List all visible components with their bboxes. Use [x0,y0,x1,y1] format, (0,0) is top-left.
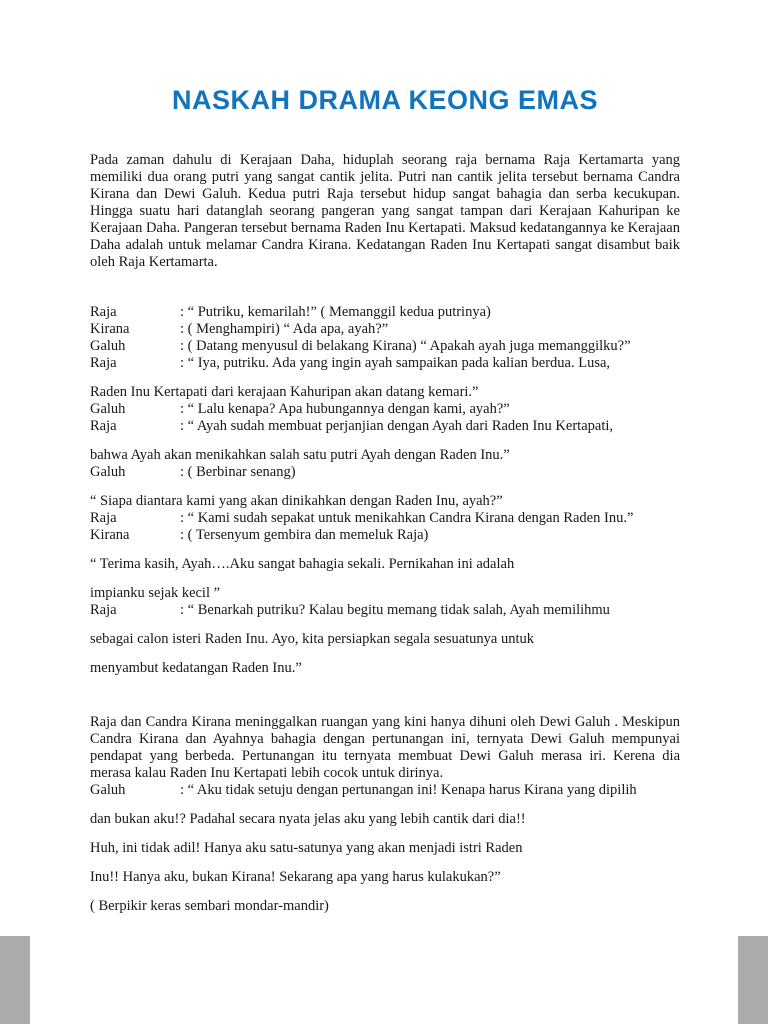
speaker-name: Kirana [90,321,130,337]
dialog-line [90,401,680,418]
dialog-text: Huh, ini tidak adil! Hanya aku satu-satunya yang akan menjadi istri Raden [90,840,523,856]
dialog-continuation [90,840,680,857]
dialog-continuation [90,447,680,464]
intro-paragraph: Pada zaman dahulu di Kerajaan Daha, hiduplah seorang raja bernama Raja Kertamarta yang memiliki dua orang putri yang sangat cantik jelita. Putri nan cantik jelita tersebut bernama Candra Kirana dan Dewi Galuh. Kedua putri Raja tersebut hidup sangat bahagia dan serba kecukupan. Hingga suatu hari datanglah seorang pangeran yang sangat tampan dari Kerajaan Kahuripan ke Kerajaan Daha. Pangeran tersebut bernama Raden Inu Kertapati. Maksud kedatangannya ke Kerajaan Daha adalah untuk melamar Candra Kirana. Kedatangan Raden Inu Kertapati sangat disambut baik oleh Raja Kertamarta. [90,152,680,270]
dialog-continuation [90,869,680,886]
dialog-line [90,418,680,435]
speaker-name: Galuh [90,338,126,354]
speaker-name: Galuh [90,782,126,798]
dialog-continuation [90,631,680,648]
dialog-block-1 [90,304,680,677]
dialog-continuation [90,585,680,602]
dialog-text: : ( Menghampiri) “ Ada apa, ayah?” [180,321,389,337]
dialog-text: : ( Datang menyusul di belakang Kirana) “ Apakah ayah juga memanggilku?” [180,338,631,354]
viewer-background-corner-left [0,936,30,1024]
dialog-continuation [90,898,680,915]
dialog-continuation [90,660,680,677]
dialog-line [90,355,680,372]
dialog-line [90,321,680,338]
dialog-text: menyambut kedatangan Raden Inu.” [90,660,302,676]
dialog-line [90,782,680,799]
dialog-text: dan bukan aku!? Padahal secara nyata jelas aku yang lebih cantik dari dia!! [90,811,526,827]
speaker-name: Raja [90,355,117,371]
document-title: NASKAH DRAMA KEONG EMAS [171,85,598,115]
speaker-name: Raja [90,418,117,434]
speaker-name: Raja [90,510,117,526]
dialog-text: : “ Kami sudah sepakat untuk menikahkan Candra Kirana dengan Raden Inu.” [180,510,634,526]
dialog-line [90,338,680,355]
dialog-text: “ Siapa diantara kami yang akan dinikahkan dengan Raden Inu, ayah?” [90,493,503,509]
narration-paragraph: Raja dan Candra Kirana meninggalkan ruangan yang kini hanya dihuni oleh Dewi Galuh . Meskipun Candra Kirana dan Ayahnya bahagia dengan pertunangan ini, ternyata Dewi Galuh mempunyai pendapat yang berbeda. Pertunangan itu ternyata membuat Dewi Galuh merasa iri. Kerena dia merasa kalau Raden Inu Kertapati lebih cocok untuk dirinya. [90,714,680,781]
dialog-text: Inu!! Hanya aku, bukan Kirana! Sekarang apa yang harus kulakukan?” [90,869,501,885]
dialog-continuation [90,556,680,573]
dialog-text: ( Berpikir keras sembari mondar-mandir) [90,898,329,914]
dialog-continuation [90,811,680,828]
dialog-line [90,464,680,481]
speaker-name: Raja [90,602,117,618]
dialog-text: impianku sejak kecil ” [90,585,221,601]
dialog-text: : “ Lalu kenapa? Apa hubungannya dengan kami, ayah?” [180,401,510,417]
dialog-text: : “ Ayah sudah membuat perjanjian dengan Ayah dari Raden Inu Kertapati, [180,418,614,434]
dialog-text: : “ Benarkah putriku? Kalau begitu memang tidak salah, Ayah memilihmu [180,602,610,618]
dialog-block-2 [90,782,680,915]
dialog-text: : “ Iya, putriku. Ada yang ingin ayah sampaikan pada kalian berdua. Lusa, [180,355,611,371]
dialog-text: bahwa Ayah akan menikahkan salah satu putri Ayah dengan Raden Inu.” [90,447,510,463]
dialog-line [90,527,680,544]
dialog-text: : ( Berbinar senang) [180,464,296,480]
dialog-text: : “ Aku tidak setuju dengan pertunangan ini! Kenapa harus Kirana yang dipilih [180,782,637,798]
dialog-line [90,602,680,619]
speaker-name: Kirana [90,527,130,543]
dialog-text: : ( Tersenyum gembira dan memeluk Raja) [180,527,429,543]
speaker-name: Galuh [90,401,126,417]
dialog-text: Raden Inu Kertapati dari kerajaan Kahuripan akan datang kemari.” [90,384,479,400]
speaker-name: Raja [90,304,117,320]
dialog-continuation [90,493,680,510]
dialog-line [90,304,680,321]
dialog-continuation [90,384,680,401]
dialog-text: : “ Putriku, kemarilah!” ( Memanggil kedua putrinya) [180,304,491,320]
dialog-text: sebagai calon isteri Raden Inu. Ayo, kita persiapkan segala sesuatunya untuk [90,631,535,647]
viewer-background-corner-right [738,936,768,1024]
dialog-line [90,510,680,527]
dialog-text: “ Terima kasih, Ayah….Aku sangat bahagia sekali. Pernikahan ini adalah [90,556,515,572]
speaker-name: Galuh [90,464,126,480]
